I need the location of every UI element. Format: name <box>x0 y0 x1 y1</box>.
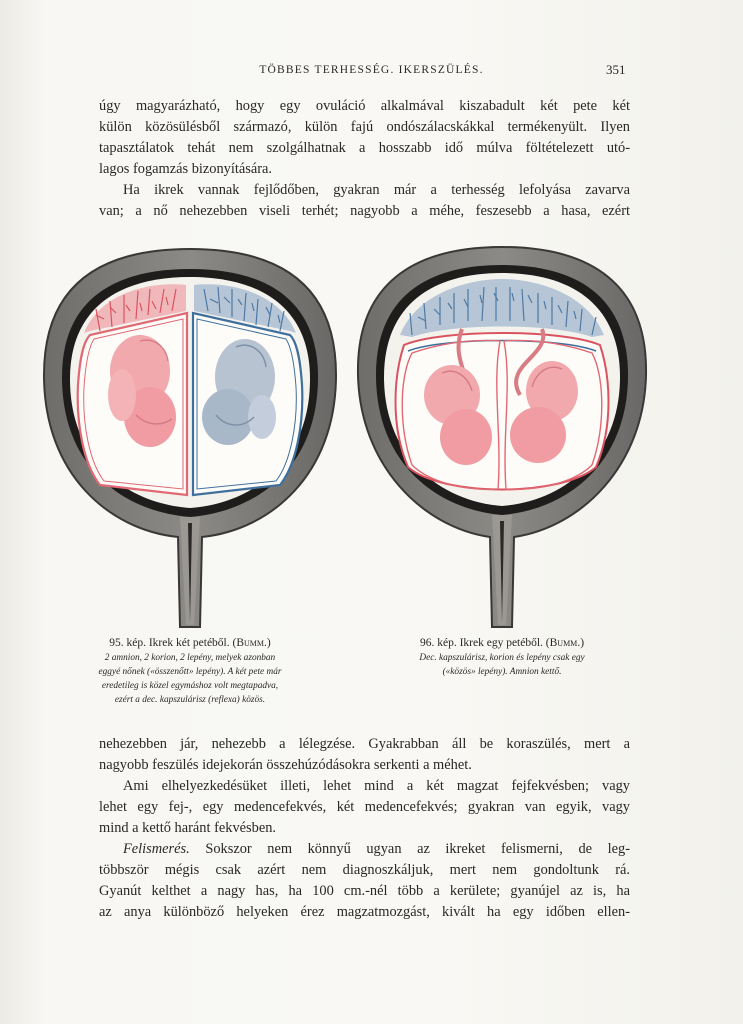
paragraph-4 <box>99 776 630 839</box>
paragraph-3 <box>99 734 630 776</box>
text-line: többször mégis csak azért nem diagnoszkáljuk, mert nem gondoltunk rá. <box>99 862 630 878</box>
caption-line: ezért a dec. kapszulárisz (reflexa) közös. <box>114 695 266 705</box>
figure-95-description <box>55 651 325 707</box>
text-line: nagyobb feszülés idejekorán összehúzódásokra serkenti a méhet. <box>99 757 472 773</box>
text-line: Ha ikrek vannak fejlődőben, gyakran már a terhesség lefolyása zavarva <box>123 182 630 198</box>
text-line: mind a kettő haránt fekvésben. <box>99 820 277 836</box>
text-line: úgy magyarázható, hogy egy ovuláció alkalmával kiszabadult két pete két <box>99 98 630 114</box>
text-line: lehet egy fej-, egy medencefekvés, két medencefekvés; gyakran van egyik, vagy <box>99 799 630 815</box>
paragraph-5 <box>99 839 630 923</box>
caption-line: Dec. kapszulárisz, korion és lepény csak egy <box>419 653 585 663</box>
text-line: lagos fogamzás bizonyítására. <box>99 161 273 177</box>
text-line: Gyanút kelthet a nagy has, ha 100 cm.-nél több a kerülete; gyanújel az is, ha <box>99 883 630 899</box>
figure-95-title: 95. kép. Ikrek két petéből. (Bumm.) <box>109 637 271 649</box>
figure-96-caption <box>367 636 637 679</box>
caption-line: («közös» lepény). Amnion kettő. <box>442 667 562 677</box>
caption-line: 2 amnion, 2 korion, 2 lepény, melyek azonban <box>104 653 276 663</box>
figure-96-description <box>367 651 637 679</box>
text-line: Ami elhelyezkedésüket illeti, lehet mind a két magzat fejfekvésben; vagy <box>123 778 630 794</box>
section-lead: Felismerés. <box>123 841 190 857</box>
figure-96-illustration <box>352 245 652 630</box>
running-head: TÖBBES TERHESSÉG. IKERSZÜLÉS. <box>259 64 484 76</box>
text-line: külön közösülésből származó, külön fajú ondószálacskákkal termékenyült. Ilyen <box>99 119 630 135</box>
text-line: tapasztálatok tehát nem szolgálhatnak a hosszabb idő múlva föltételezett utó- <box>99 140 630 156</box>
text-line: Felismerés. Sokszor nem könnyű ugyan az ikreket felismerni, de leg- <box>123 841 630 857</box>
text-line: nehezebben jár, nehezebb a lélegzése. Gyakrabban áll be koraszülés, mert a <box>99 736 630 752</box>
paragraph-2 <box>99 180 630 222</box>
caption-line: eredetileg is közel egymáshoz volt megtapadva, <box>101 681 279 691</box>
text-line: van; a nő nehezebben viseli terhét; nagyobb a méhe, feszesebb a hasa, ezért <box>99 203 630 219</box>
caption-line: eggyé nőnek («összenőtt» lepény). A két pete már <box>98 667 282 677</box>
figure-95-caption <box>55 636 325 707</box>
text-line: az anya különböző helyeken érez magzatmozgást, kivált ha egy időben ellen- <box>99 904 630 920</box>
page-number: 351 <box>606 62 626 77</box>
figure-96-title: 96. kép. Ikrek egy petéből. (Bumm.) <box>419 637 585 649</box>
figure-95-illustration <box>40 245 340 630</box>
paragraph-1 <box>99 96 630 180</box>
